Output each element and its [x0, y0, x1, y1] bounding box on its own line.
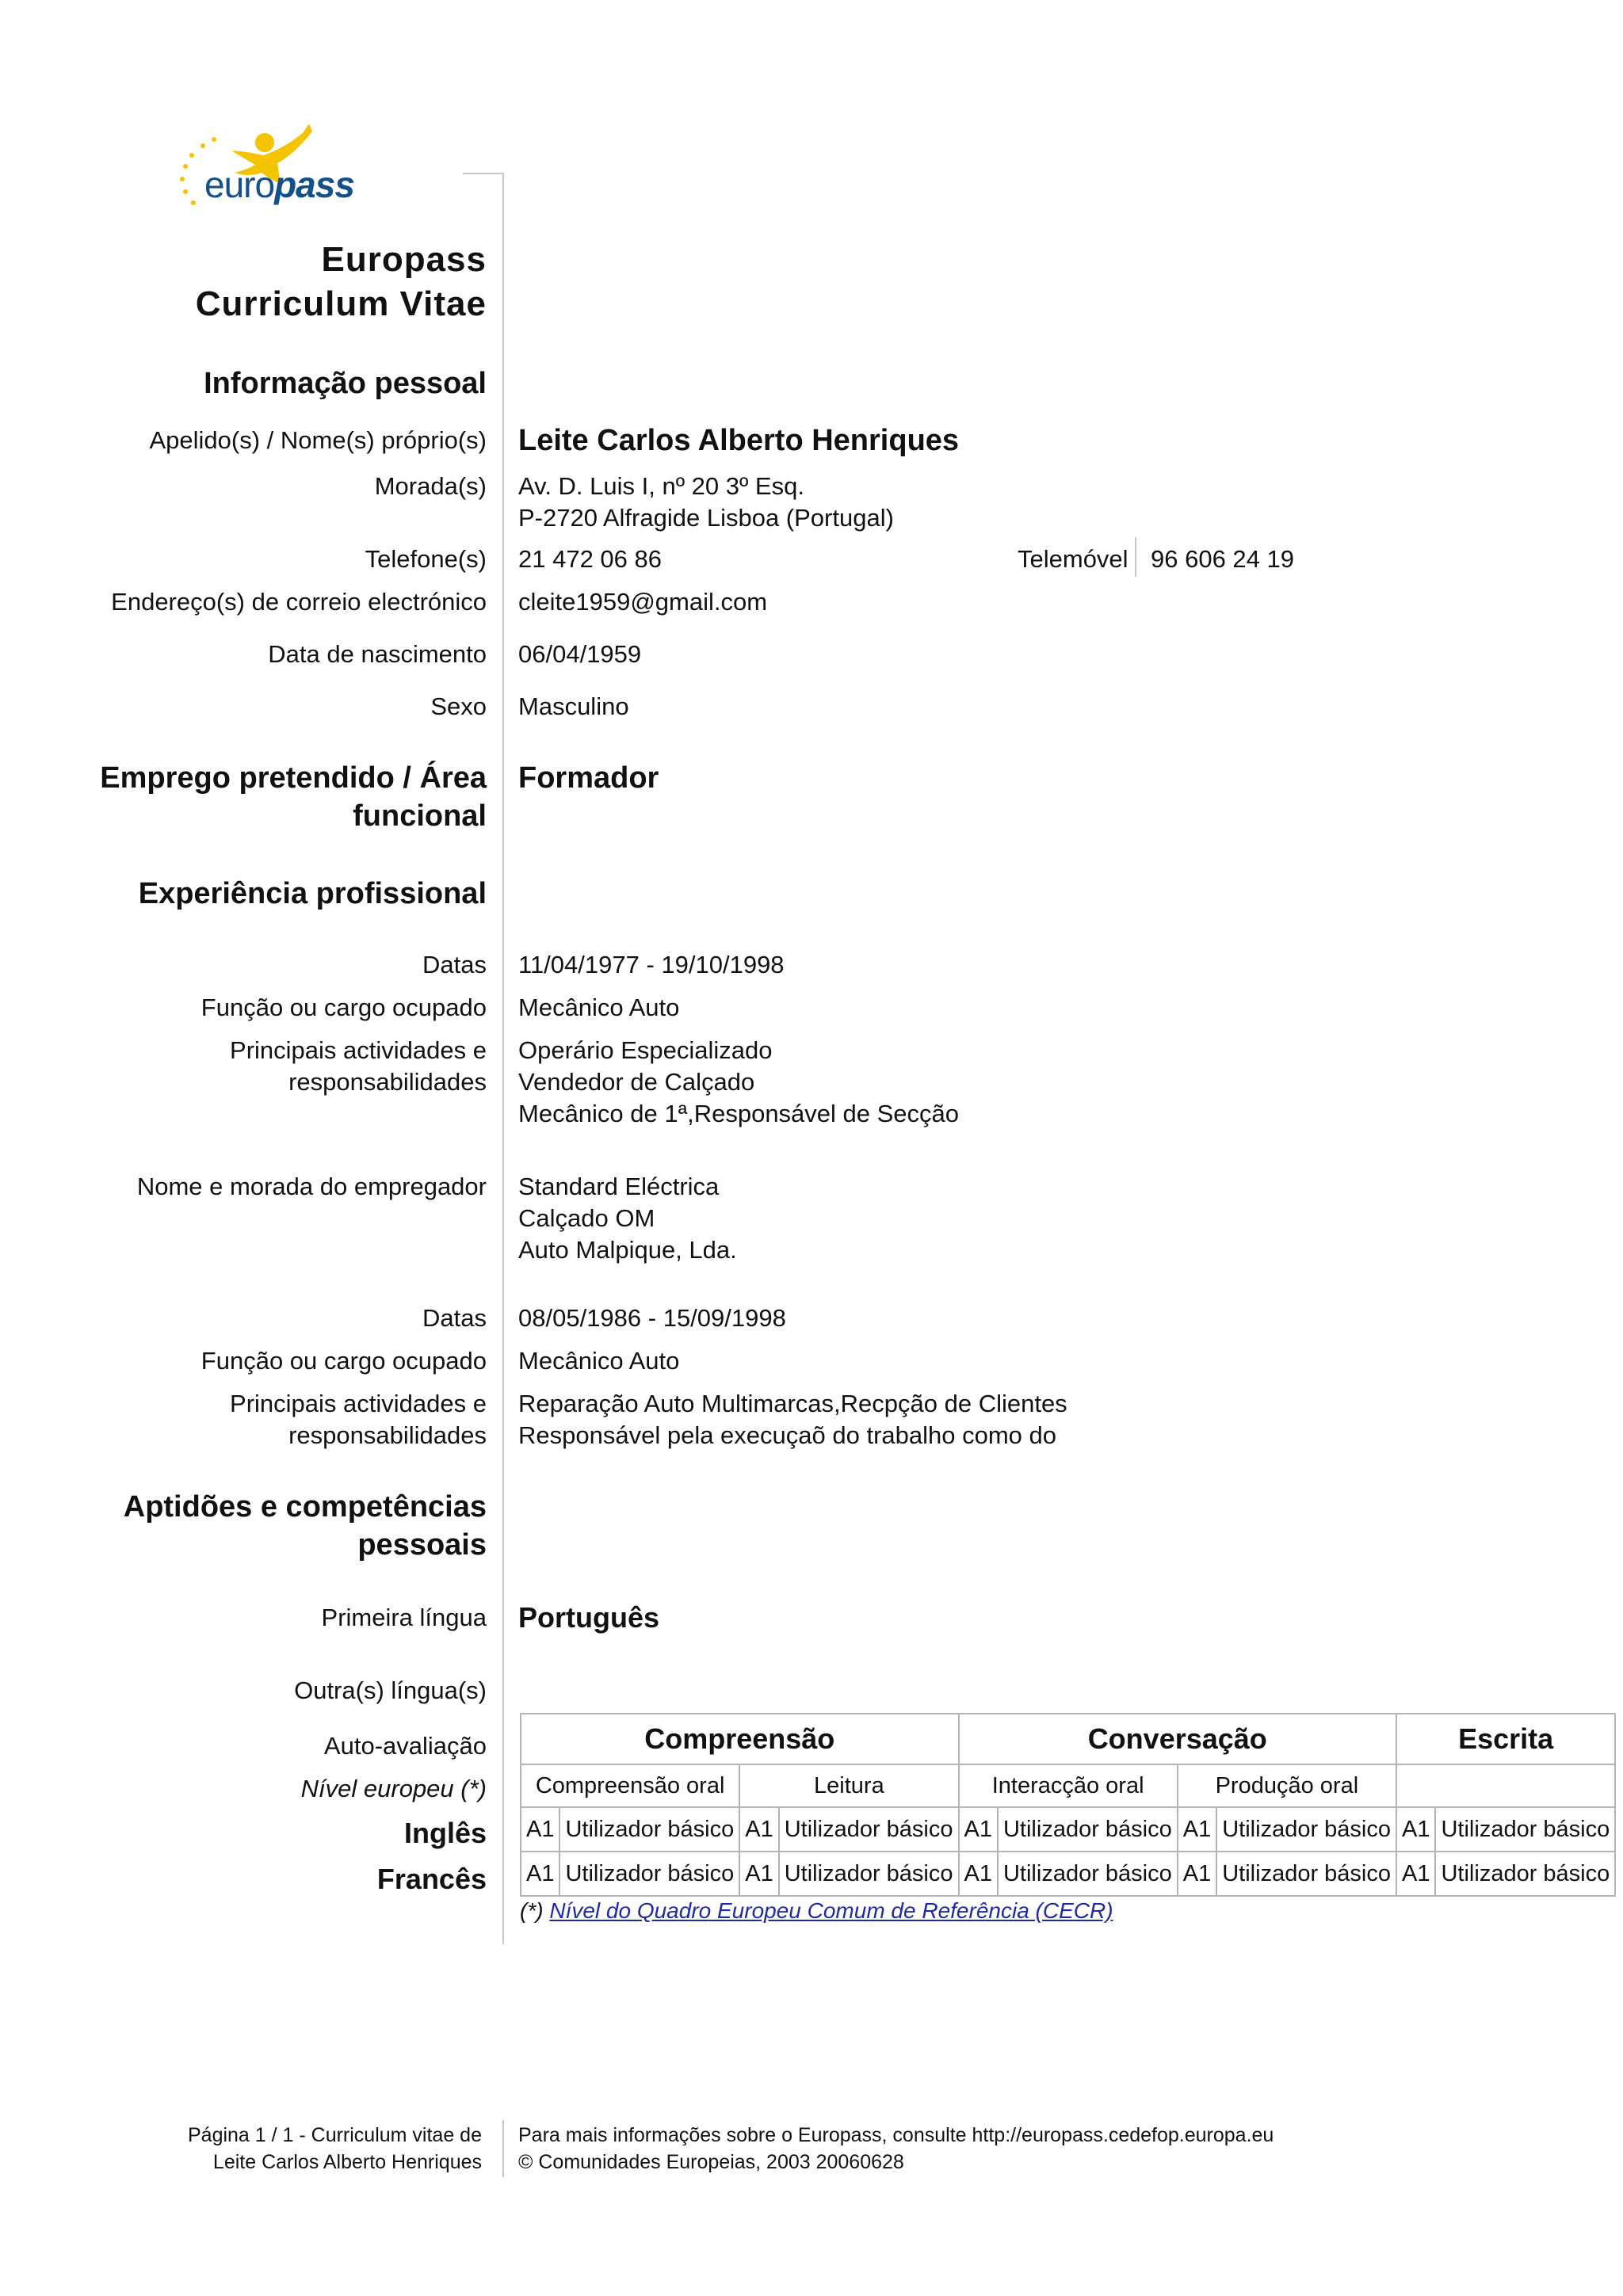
language-french: Francês [376, 1863, 487, 1895]
language-english: Inglês [403, 1817, 487, 1849]
level-code: A1 [1178, 1807, 1216, 1852]
subheader-reading: Leitura [739, 1764, 958, 1807]
other-languages-label: Outra(s) língua(s) [294, 1676, 487, 1704]
title-line1: Europass [321, 240, 487, 279]
title-line2: Curriculum Vitae [195, 284, 487, 323]
level-code: A1 [959, 1852, 998, 1896]
level-code: A1 [521, 1807, 559, 1852]
exp1-activities: Operário Especializado Vendedor de Calçado Mecânico de 1ª,Responsável de Secção [518, 1036, 960, 1127]
cecr-link[interactable]: Nível do Quadro Europeu Comum de Referência (CECR) [549, 1898, 1113, 1923]
sex-value: Masculino [518, 692, 629, 720]
level-code: A1 [1396, 1807, 1435, 1852]
mobile-separator [1135, 537, 1136, 577]
exp2-activities: Reparação Auto Multimarcas,Recpção de Clientes Responsável pela execuçaõ do trabalho como do [518, 1390, 1067, 1449]
level-code: A1 [959, 1807, 998, 1852]
desired-label: Emprego pretendido / Área funcional [100, 761, 487, 833]
section-personal: Informação pessoal [204, 367, 487, 400]
level-desc: Utilizador básico [1435, 1807, 1615, 1852]
self-assessment-label: Auto-avaliação [323, 1732, 487, 1760]
mobile-label: Telemóvel [1018, 545, 1128, 573]
mother-tongue: Português [518, 1601, 660, 1634]
level-code: A1 [1396, 1852, 1435, 1896]
phone-label: Telefone(s) [365, 545, 487, 573]
subheader-production: Produção oral [1178, 1764, 1396, 1807]
level-code: A1 [1178, 1852, 1216, 1896]
level-desc: Utilizador básico [559, 1807, 739, 1852]
level-code: A1 [739, 1852, 778, 1896]
section-skills: Aptidões e competências pessoais [123, 1490, 487, 1562]
cecr-note: (*) Nível do Quadro Europeu Comum de Referência (CECR) [520, 1898, 1113, 1923]
birth-value: 06/04/1959 [518, 640, 642, 668]
exp2-activities-label: Principais actividades e responsabilidades [230, 1390, 487, 1449]
name-label: Apelido(s) / Nome(s) próprio(s) [149, 426, 487, 454]
subheader-writing-empty [1396, 1764, 1615, 1807]
exp1-role-label: Função ou cargo ocupado [200, 994, 487, 1021]
level-desc: Utilizador básico [1216, 1852, 1396, 1896]
mother-tongue-label: Primeira língua [321, 1604, 487, 1631]
address-label: Morada(s) [374, 472, 487, 500]
exp1-dates: 11/04/1977 - 19/10/1998 [518, 951, 785, 978]
footer-separator [502, 2120, 504, 2177]
divider-top [463, 173, 504, 174]
european-level-label: Nível europeu (*) [300, 1775, 487, 1802]
level-desc: Utilizador básico [779, 1852, 959, 1896]
level-desc: Utilizador básico [779, 1807, 959, 1852]
language-table [520, 1713, 1616, 1897]
desired-value: Formador [518, 761, 659, 795]
sex-label: Sexo [430, 692, 487, 720]
exp2-dates-label: Datas [422, 1304, 487, 1332]
subheader-listening: Compreensão oral [521, 1764, 739, 1807]
exp1-role: Mecânico Auto [518, 994, 680, 1021]
email-value: cleite1959@gmail.com [518, 588, 768, 616]
header-conversation: Conversação [959, 1714, 1397, 1764]
level-desc: Utilizador básico [998, 1852, 1178, 1896]
footer-europass-info: Para mais informações sobre o Europass, consulte http://europass.cedefop.europa.eu © Comunidades Europeias, 2003 20060628 [518, 2124, 1274, 2173]
exp1-dates-label: Datas [422, 951, 487, 978]
phone-value: 21 472 06 86 [518, 545, 663, 573]
exp2-dates: 08/05/1986 - 15/09/1998 [518, 1304, 786, 1332]
exp1-employer-label: Nome e morada do empregador [136, 1173, 487, 1200]
table-row [521, 1807, 1615, 1852]
exp2-role-label: Função ou cargo ocupado [200, 1347, 487, 1375]
level-code: A1 [521, 1852, 559, 1896]
exp1-employer: Standard Eléctrica Calçado OM Auto Malpique, Lda. [518, 1173, 737, 1264]
level-desc: Utilizador básico [1216, 1807, 1396, 1852]
section-experience: Experiência profissional [138, 877, 487, 910]
europass-logo-text: europass [204, 164, 354, 205]
address-value: Av. D. Luis I, nº 20 3º Esq. P-2720 Alfragide Lisboa (Portugal) [518, 472, 894, 532]
level-desc: Utilizador básico [1435, 1852, 1615, 1896]
full-name: Leite Carlos Alberto Henriques [518, 424, 960, 457]
vertical-divider [502, 173, 504, 1944]
subheader-interaction: Interacção oral [959, 1764, 1178, 1807]
level-desc: Utilizador básico [559, 1852, 739, 1896]
table-row [521, 1852, 1615, 1896]
header-comprehension: Compreensão [521, 1714, 959, 1764]
exp2-role: Mecânico Auto [518, 1347, 680, 1375]
header-writing: Escrita [1396, 1714, 1615, 1764]
email-label: Endereço(s) de correio electrónico [111, 588, 487, 616]
level-code: A1 [739, 1807, 778, 1852]
mobile-value: 96 606 24 19 [1151, 545, 1295, 573]
level-desc: Utilizador básico [998, 1807, 1178, 1852]
footer-page-info: Página 1 / 1 - Curriculum vitae de Leite Carlos Alberto Henriques [187, 2124, 482, 2173]
exp1-activities-label: Principais actividades e responsabilidades [230, 1036, 487, 1096]
birth-label: Data de nascimento [268, 640, 487, 668]
